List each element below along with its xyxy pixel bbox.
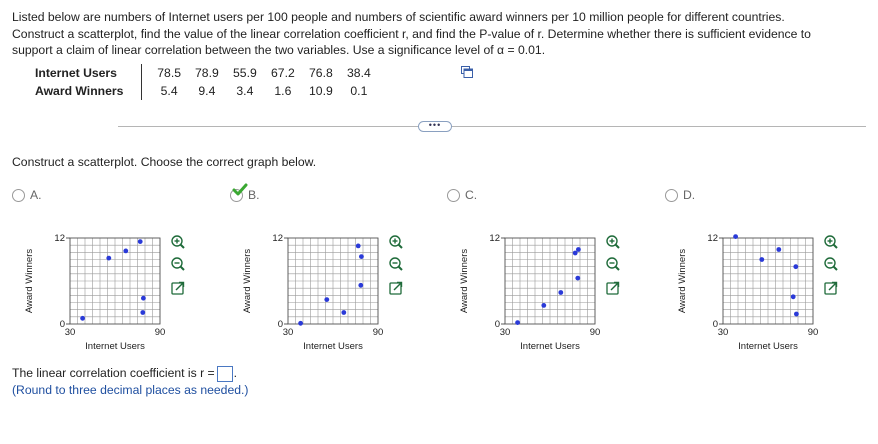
zoom-in-icon[interactable] <box>607 236 619 248</box>
x-axis-label: Internet Users <box>85 341 145 352</box>
y-tick-label: 0 <box>59 319 65 330</box>
plot-grid <box>505 238 595 324</box>
table-cell: 10.9 <box>309 84 333 98</box>
x-axis-label: Internet Users <box>738 341 798 352</box>
scatter-point <box>759 257 764 262</box>
scatter-point <box>324 297 329 302</box>
prompt-line-3: support a claim of linear correlation between the two variables. Use a significance level of α = 0.01. <box>12 43 546 57</box>
answer-option-c[interactable] <box>447 186 647 352</box>
scatter-point <box>106 256 111 261</box>
table-cell: 5.4 <box>160 84 178 98</box>
table-cell: 1.6 <box>274 84 292 98</box>
scatter-point <box>794 312 799 317</box>
answer-prompt: The linear correlation coefficient is r = <box>12 366 215 380</box>
y-axis-label: Award Winners <box>677 248 688 314</box>
zoom-in-icon[interactable] <box>172 236 184 248</box>
scatter-point <box>515 320 520 325</box>
scatter-point <box>356 244 361 249</box>
table-cell: 9.4 <box>198 84 216 98</box>
y-tick-label: 12 <box>54 233 65 244</box>
zoom-out-icon[interactable] <box>825 258 837 270</box>
x-tick-label: 90 <box>589 327 601 338</box>
x-tick-label: 30 <box>282 327 294 338</box>
popout-icon[interactable] <box>390 283 402 295</box>
answer-option-d[interactable] <box>665 186 865 352</box>
scatter-point <box>576 247 581 252</box>
table-cell: 38.4 <box>347 66 371 80</box>
x-tick-label: 90 <box>154 327 166 338</box>
r-value-input[interactable] <box>217 366 233 382</box>
row-label-award-winners: Award Winners <box>30 82 142 100</box>
table-cell: 78.5 <box>157 66 181 80</box>
y-tick-label: 0 <box>494 319 500 330</box>
y-tick-label: 12 <box>489 233 500 244</box>
scatter-point <box>776 247 781 252</box>
scatter-point <box>298 321 303 326</box>
copy-data-icon[interactable] <box>461 66 473 78</box>
option-label: C. <box>465 188 478 202</box>
scatter-point <box>140 310 145 315</box>
zoom-in-icon[interactable] <box>390 236 402 248</box>
x-tick-label: 90 <box>807 327 819 338</box>
x-tick-label: 90 <box>372 327 384 338</box>
y-tick-label: 12 <box>707 233 718 244</box>
zoom-out-icon[interactable] <box>607 258 619 270</box>
question-prompt <box>12 9 872 59</box>
answer-option-a[interactable] <box>12 186 212 352</box>
option-label: A. <box>30 188 42 202</box>
x-axis-label: Internet Users <box>520 341 580 352</box>
table-row-award-winners <box>30 82 378 100</box>
scatter-point <box>575 276 580 281</box>
scatterplot-c <box>447 206 647 352</box>
rounding-hint: (Round to three decimal places as needed.) <box>12 383 249 397</box>
option-label: B. <box>248 188 260 202</box>
scatter-point <box>141 296 146 301</box>
table-cell: 0.1 <box>350 84 368 98</box>
scatter-point <box>341 310 346 315</box>
popout-icon[interactable] <box>825 283 837 295</box>
option-radio[interactable] <box>447 189 460 202</box>
scatter-point <box>793 264 798 269</box>
answer-suffix: . <box>233 366 238 380</box>
y-axis-label: Award Winners <box>459 248 470 314</box>
prompt-line-2: Construct a scatterplot, find the value of the linear correlation coefficient r, and find the P-value of r. Determine whether there is sufficient evidence to <box>12 26 811 41</box>
y-axis-label: Award Winners <box>242 248 253 314</box>
zoom-out-icon[interactable] <box>390 258 402 270</box>
x-tick-label: 30 <box>717 327 729 338</box>
y-tick-label: 12 <box>272 233 283 244</box>
scatter-point <box>80 316 85 321</box>
correct-checkmark-icon <box>232 183 248 197</box>
zoom-out-icon[interactable] <box>172 258 184 270</box>
scatterplot-a <box>12 206 212 352</box>
plot-grid <box>70 238 160 324</box>
scatter-point <box>358 283 363 288</box>
table-cell: 3.4 <box>236 84 254 98</box>
plot-grid <box>288 238 378 324</box>
scatter-point <box>791 294 796 299</box>
scatter-point <box>733 234 738 239</box>
option-radio[interactable] <box>12 189 25 202</box>
row-label-internet-users: Internet Users <box>30 64 142 82</box>
popout-icon[interactable] <box>607 283 619 295</box>
scatter-point <box>138 239 143 244</box>
table-row-internet-users <box>30 64 378 82</box>
x-tick-label: 30 <box>499 327 511 338</box>
popout-icon[interactable] <box>172 283 184 295</box>
scatterplot-d <box>665 206 865 352</box>
table-cell: 67.2 <box>271 66 295 80</box>
scatterplot-b <box>230 206 430 352</box>
prompt-line-1: Listed below are numbers of Internet users per 100 people and numbers of scientific award winners per 10 million people for different countries. <box>12 10 785 24</box>
expand-more-button[interactable]: ••• <box>418 121 452 132</box>
plot-grid <box>723 238 813 324</box>
scatter-point <box>359 254 364 259</box>
y-tick-label: 0 <box>277 319 283 330</box>
answer-option-b[interactable] <box>230 186 430 352</box>
option-label: D. <box>683 188 696 202</box>
table-cell: 78.9 <box>195 66 219 80</box>
y-tick-label: 0 <box>712 319 718 330</box>
scatter-point <box>558 290 563 295</box>
x-axis-label: Internet Users <box>303 341 363 352</box>
table-cell: 55.9 <box>233 66 257 80</box>
answer-area <box>12 365 248 399</box>
scatter-point <box>123 249 128 254</box>
section-divider <box>118 126 866 127</box>
scatter-point <box>541 303 546 308</box>
instruction-text: Construct a scatterplot. Choose the correct graph below. <box>12 155 317 169</box>
table-cell: 76.8 <box>309 66 333 80</box>
zoom-in-icon[interactable] <box>825 236 837 248</box>
data-table <box>30 64 378 100</box>
y-axis-label: Award Winners <box>24 248 35 314</box>
x-tick-label: 30 <box>64 327 76 338</box>
option-radio[interactable] <box>665 189 678 202</box>
